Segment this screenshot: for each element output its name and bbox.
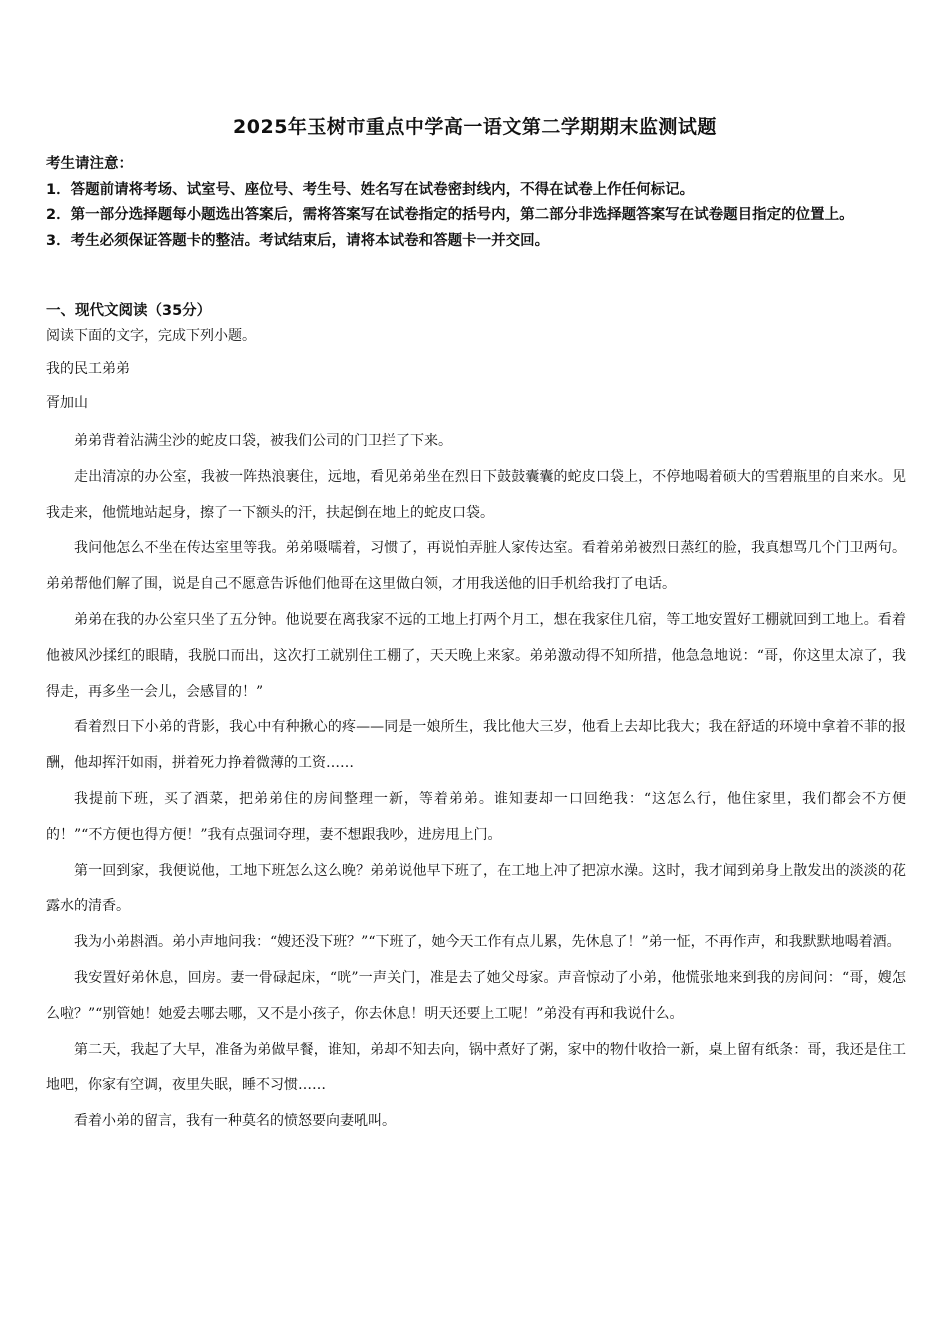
paragraph-10: 第二天，我起了大早，准备为弟做早餐，谁知，弟却不知去向，锅中煮好了粥，家中的物什收拾一新，桌上留有纸条：哥，我还是住工地吧，你家有空调，夜里失眠，睡不习惯…… (46, 1041, 906, 1094)
notice-item-2: 2．第一部分选择题每小题选出答案后，需将答案写在试卷指定的括号内，第二部分非选择题答案写在试卷题目指定的位置上。 (46, 207, 854, 223)
reading-instruction: 阅读下面的文字，完成下列小题。 (46, 328, 256, 344)
paragraph-1: 弟弟背着沾满尘沙的蛇皮口袋，被我们公司的门卫拦了下来。 (74, 433, 452, 449)
paragraph-8: 我为小弟斟酒。弟小声地问我：“嫂还没下班？”“下班了，她今天工作有点儿累，先休息了！”弟一怔，不再作声，和我默默地喝着酒。 (74, 934, 901, 951)
paragraph-5: 看着烈日下小弟的背影，我心中有种揪心的疼——同是一娘所生，我比他大三岁，他看上去却比我大；我在舒适的环境中拿着不菲的报酬，他却挥汗如雨，拼着死力挣着微薄的工资…… (46, 719, 906, 772)
story-title: 我的民工弟弟 (46, 361, 130, 377)
candidate-notice (46, 152, 906, 254)
story-author: 胥加山 (46, 395, 88, 411)
paragraph-9: 我安置好弟休息，回房。妻一骨碌起床，“咣”一声关门，准是去了她父母家。声音惊动了小弟，他慌张地来到我的房间问：“哥，嫂怎么啦？”“别管她！她爱去哪去哪，又不是小孩子，你去休息！明天还要上工呢！”弟没有再和我说什么。 (46, 969, 906, 1022)
story-body (46, 424, 906, 1140)
notice-item-3: 3．考生必须保证答题卡的整洁。考试结束后，请将本试卷和答题卡一并交回。 (46, 232, 550, 249)
paragraph-6: 我提前下班，买了酒菜，把弟弟住的房间整理一新，等着弟弟。谁知妻却一口回绝我：“这怎么行，他住家里，我们都会不方便的！”“不方便也得方便！”我有点强词夺理，妻不想跟我吵，进房甩上门。 (46, 790, 906, 843)
paragraph-3: 我问他怎么不坐在传达室里等我。弟弟嗫嚅着，习惯了，再说怕弄脏人家传达室。看着弟弟被烈日蒸红的脸，我真想骂几个门卫两句。弟弟帮他们解了围，说是自己不愿意告诉他们他哥在这里做白领，才用我送他的旧手机给我打了电话。 (46, 540, 906, 593)
paragraph-4: 弟弟在我的办公室只坐了五分钟。他说要在离我家不远的工地上打两个月工，想在我家住几宿，等工地安置好工棚就回到工地上。看着他被风沙揉红的眼睛，我脱口而出，这次打工就别住工棚了，天天晚上来家。弟弟激动得不知所措，他急急地说：“哥，你这里太凉了，我得走，再多坐一会儿，会感冒的！” (46, 611, 906, 700)
paragraph-7: 第一回到家，我便说他，工地下班怎么这么晚？弟弟说他早下班了，在工地上冲了把凉水澡。这时，我才闻到弟身上散发出的淡淡的花露水的清香。 (46, 862, 906, 915)
paragraph-11: 看着小弟的留言，我有一种莫名的愤怒要向妻吼叫。 (74, 1113, 396, 1130)
notice-item-1: 1．答题前请将考场、试室号、座位号、考生号、姓名写在试卷密封线内，不得在试卷上作任何标记。 (46, 181, 695, 198)
section-heading: 一、现代文阅读（35分） (46, 303, 212, 319)
exam-title: 2025年玉树市重点中学高一语文第二学期期末监测试题 (233, 116, 717, 138)
notice-heading: 考生请注意： (46, 156, 133, 172)
paragraph-2: 走出清凉的办公室，我被一阵热浪裹住，远地，看见弟弟坐在烈日下鼓鼓囊囊的蛇皮口袋上，不停地喝着硕大的雪碧瓶里的自来水。见我走来，他慌地站起身，擦了一下额头的汗，扶起倒在地上的蛇皮口袋。 (46, 468, 906, 521)
